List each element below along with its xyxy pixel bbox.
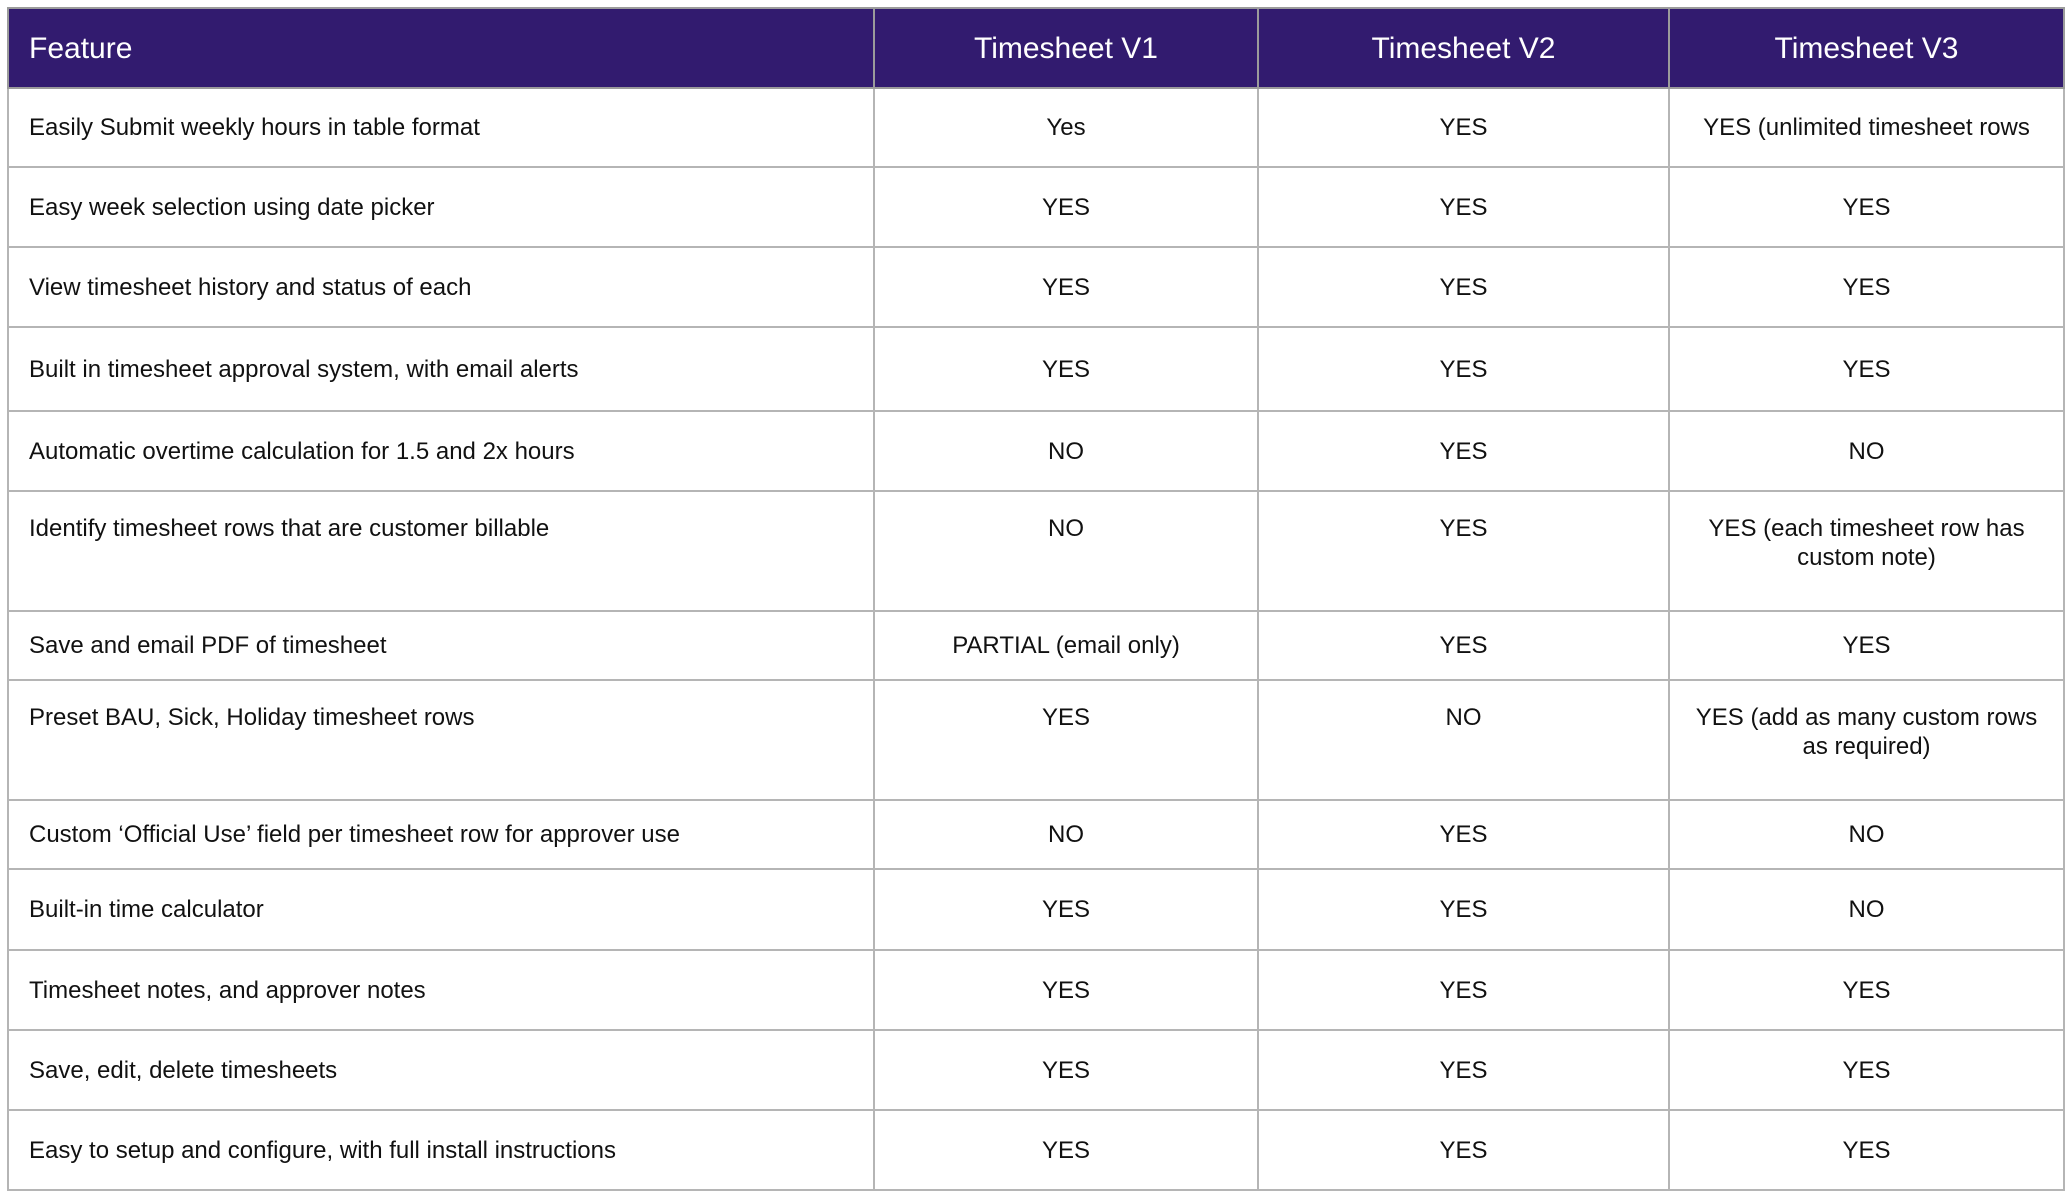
feature-cell: Preset BAU, Sick, Holiday timesheet rows xyxy=(8,680,874,800)
table-row xyxy=(8,869,2064,950)
feature-cell: Easily Submit weekly hours in table format xyxy=(8,88,874,167)
column-header-timesheet-v3: Timesheet V3 xyxy=(1669,8,2064,88)
feature-cell: View timesheet history and status of each xyxy=(8,247,874,327)
comparison-table-container xyxy=(7,7,2065,1191)
feature-cell: Custom ‘Official Use’ field per timesheet row for approver use xyxy=(8,800,874,869)
feature-cell: Save and email PDF of timesheet xyxy=(8,611,874,680)
v2-value-cell: NO xyxy=(1258,680,1669,800)
v1-value-cell: PARTIAL (email only) xyxy=(874,611,1258,680)
v2-value-cell: YES xyxy=(1258,411,1669,491)
v2-value-cell: YES xyxy=(1258,869,1669,950)
v2-value-cell: YES xyxy=(1258,88,1669,167)
v2-value-cell: YES xyxy=(1258,1110,1669,1190)
v3-value-cell: YES xyxy=(1669,167,2064,247)
v3-value-cell: YES (each timesheet row has custom note) xyxy=(1669,491,2064,611)
v3-value-cell: NO xyxy=(1669,411,2064,491)
v3-value-cell: YES xyxy=(1669,950,2064,1030)
table-row xyxy=(8,950,2064,1030)
feature-cell: Easy to setup and configure, with full install instructions xyxy=(8,1110,874,1190)
v1-value-cell: YES xyxy=(874,1110,1258,1190)
v3-value-cell: YES (add as many custom rows as required) xyxy=(1669,680,2064,800)
v3-value-cell: NO xyxy=(1669,800,2064,869)
table-row xyxy=(8,327,2064,411)
table-row xyxy=(8,680,2064,800)
v2-value-cell: YES xyxy=(1258,247,1669,327)
v3-value-cell: YES xyxy=(1669,1110,2064,1190)
v1-value-cell: YES xyxy=(874,327,1258,411)
v3-value-cell: YES xyxy=(1669,327,2064,411)
v2-value-cell: YES xyxy=(1258,327,1669,411)
v1-value-cell: NO xyxy=(874,800,1258,869)
v1-value-cell: NO xyxy=(874,491,1258,611)
column-header-feature: Feature xyxy=(8,8,874,88)
column-header-timesheet-v2: Timesheet V2 xyxy=(1258,8,1669,88)
v2-value-cell: YES xyxy=(1258,950,1669,1030)
feature-cell: Built in timesheet approval system, with email alerts xyxy=(8,327,874,411)
v2-value-cell: YES xyxy=(1258,1030,1669,1110)
v2-value-cell: YES xyxy=(1258,800,1669,869)
v3-value-cell: YES xyxy=(1669,611,2064,680)
v2-value-cell: YES xyxy=(1258,491,1669,611)
feature-cell: Automatic overtime calculation for 1.5 and 2x hours xyxy=(8,411,874,491)
column-header-timesheet-v1: Timesheet V1 xyxy=(874,8,1258,88)
table-row xyxy=(8,611,2064,680)
table-row xyxy=(8,1110,2064,1190)
v2-value-cell: YES xyxy=(1258,167,1669,247)
table-row xyxy=(8,88,2064,167)
table-row xyxy=(8,800,2064,869)
v1-value-cell: YES xyxy=(874,1030,1258,1110)
v1-value-cell: YES xyxy=(874,167,1258,247)
v3-value-cell: NO xyxy=(1669,869,2064,950)
v3-value-cell: YES (unlimited timesheet rows xyxy=(1669,88,2064,167)
header-row xyxy=(8,8,2064,88)
feature-cell: Identify timesheet rows that are customer billable xyxy=(8,491,874,611)
feature-cell: Save, edit, delete timesheets xyxy=(8,1030,874,1110)
v1-value-cell: YES xyxy=(874,950,1258,1030)
v3-value-cell: YES xyxy=(1669,1030,2064,1110)
table-row xyxy=(8,247,2064,327)
table-row xyxy=(8,167,2064,247)
table-row xyxy=(8,411,2064,491)
v1-value-cell: YES xyxy=(874,680,1258,800)
timesheet-comparison-table xyxy=(7,7,2065,1191)
v1-value-cell: YES xyxy=(874,869,1258,950)
v1-value-cell: YES xyxy=(874,247,1258,327)
feature-cell: Timesheet notes, and approver notes xyxy=(8,950,874,1030)
table-row xyxy=(8,1030,2064,1110)
feature-cell: Built-in time calculator xyxy=(8,869,874,950)
table-row xyxy=(8,491,2064,611)
v3-value-cell: YES xyxy=(1669,247,2064,327)
v1-value-cell: NO xyxy=(874,411,1258,491)
feature-cell: Easy week selection using date picker xyxy=(8,167,874,247)
v1-value-cell: Yes xyxy=(874,88,1258,167)
v2-value-cell: YES xyxy=(1258,611,1669,680)
